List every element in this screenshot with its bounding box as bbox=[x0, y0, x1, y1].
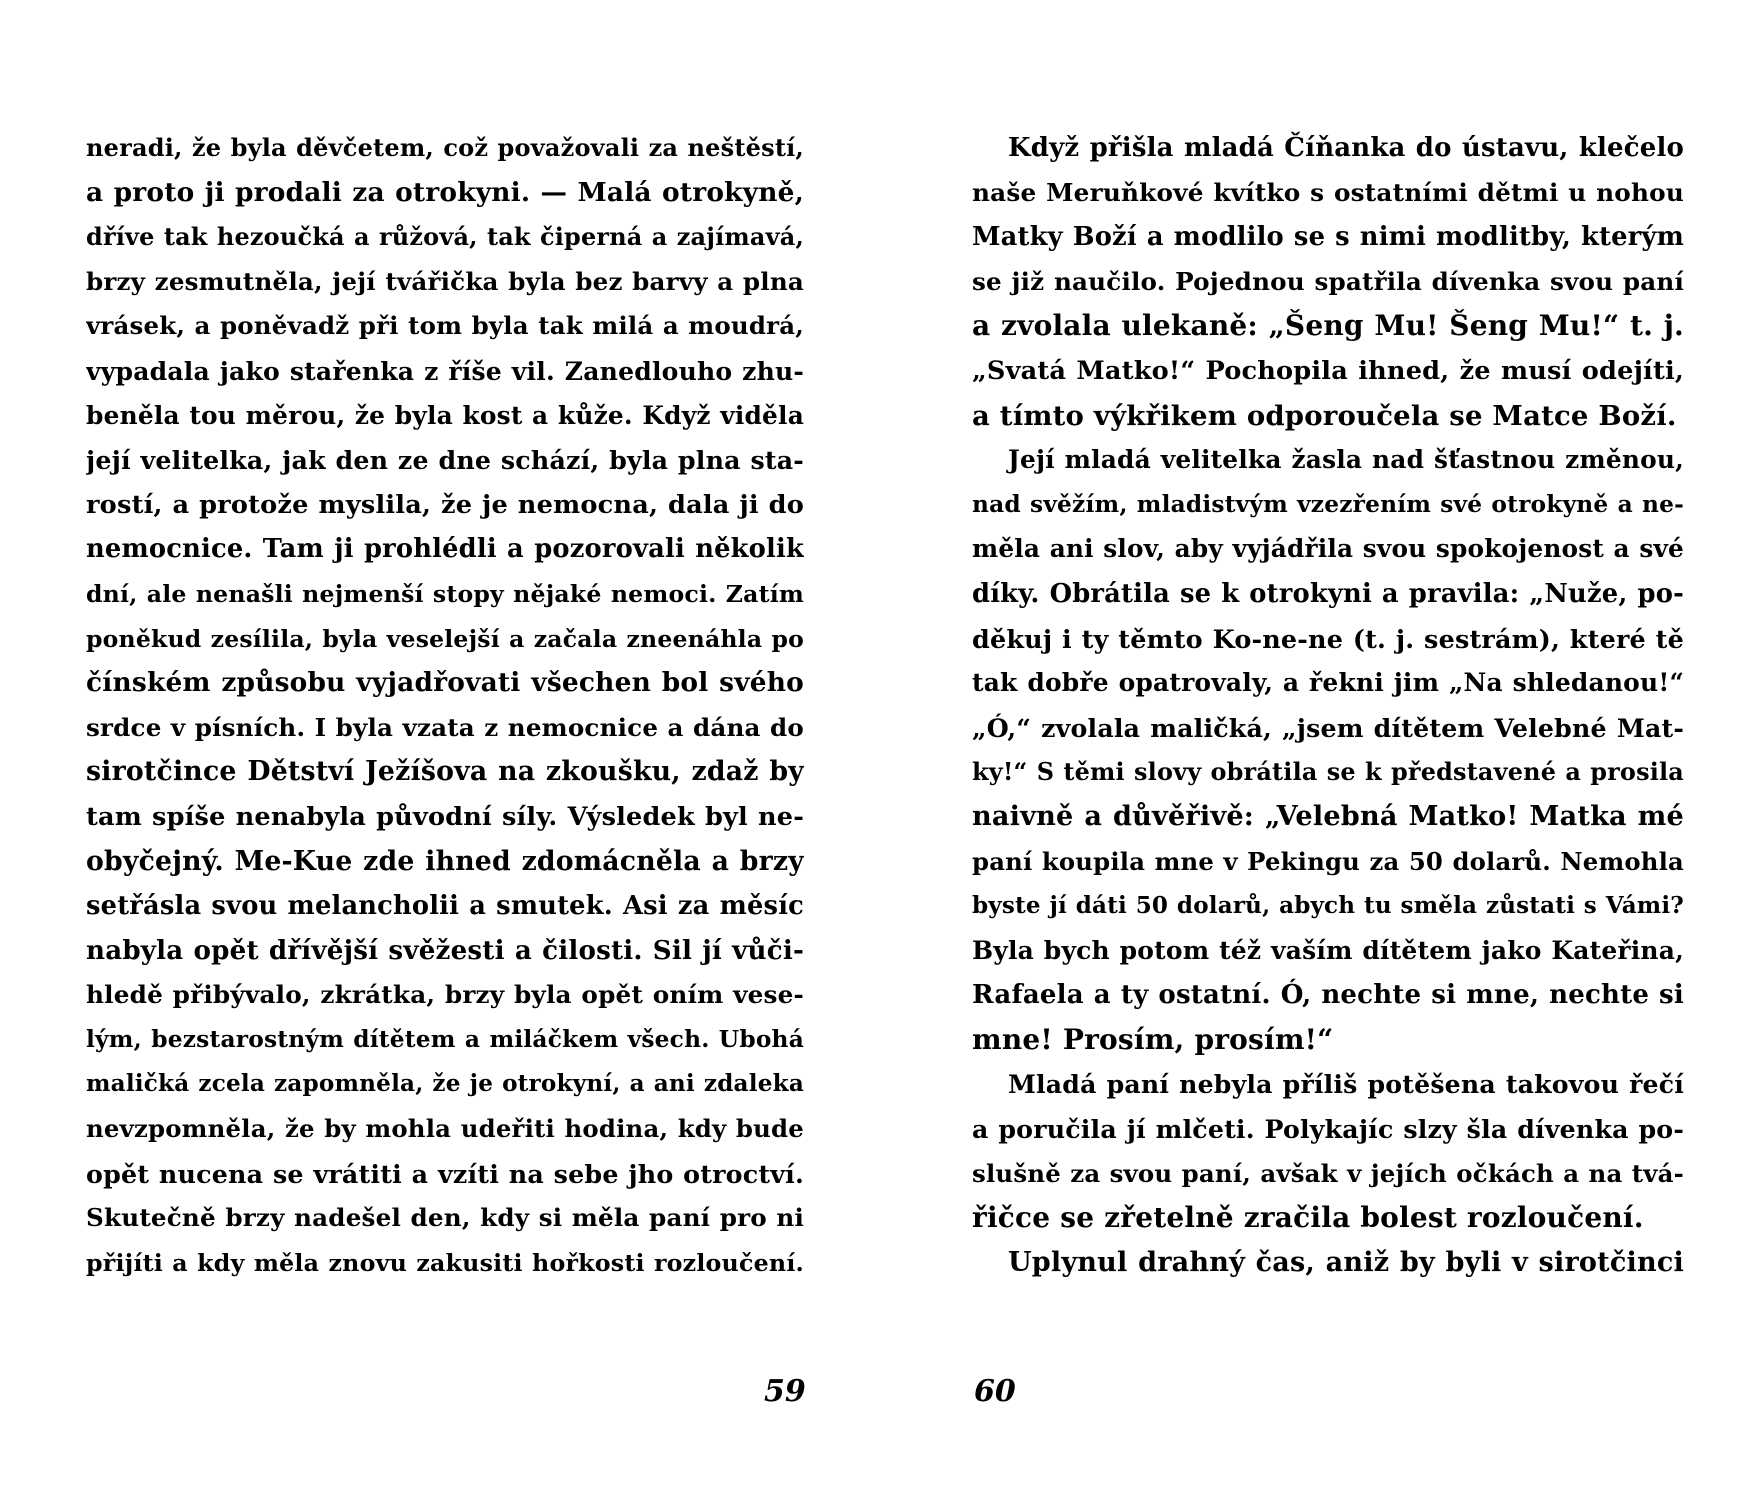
text-line: poněkud zesílila, byla veselejší a začala zneenáhla po bbox=[86, 624, 804, 653]
text-line: maličká zcela zapomněla, že je otrokyní, a ani zdaleka bbox=[86, 1070, 804, 1098]
text-line: její velitelka, jak den ze dne schází, byla plna sta- bbox=[86, 445, 804, 476]
text-line: tak dobře opatrovaly, a řekni jim „Na shledanou!“ bbox=[972, 668, 1684, 698]
text-line: řičce se zřetelně zračila bolest rozloučení. bbox=[972, 1201, 1644, 1235]
text-line: Byla bych potom též vaším dítětem jako Kateřina, bbox=[972, 935, 1684, 965]
text-line: Mladá paní nebyla příliš potěšena takovou řečí bbox=[1008, 1069, 1684, 1100]
text-line: naše Meruňkové kvítko s ostatními dětmi u nohou bbox=[972, 177, 1684, 207]
page-number: 60 bbox=[974, 1374, 1016, 1409]
text-line: ky!“ S těmi slovy obrátila se k představené a prosila bbox=[972, 758, 1684, 787]
text-line: Její mladá velitelka žasla nad šťastnou změnou, bbox=[1008, 445, 1684, 475]
text-line: sirotčince Dětství Ježíšova na zkoušku, zdaž by bbox=[86, 756, 804, 788]
text-line: „Svatá Matko!“ Pochopila ihned, že musí odejíti, bbox=[972, 355, 1684, 386]
text-line: a poručila jí mlčeti. Polykajíc slzy šla dívenka po- bbox=[972, 1114, 1684, 1145]
text-line: dní, ale nenašli nejmenší stopy nějaké nemoci. Zatím bbox=[86, 579, 804, 608]
text-line: naivně a důvěřivě: „Velebná Matko! Matka mé bbox=[972, 800, 1684, 832]
text-line: byste jí dáti 50 dolarů, abych tu směla zůstati s Vámi? bbox=[972, 892, 1684, 920]
text-line: obyčejný. Me-Kue zde ihned zdomácněla a brzy bbox=[86, 845, 804, 877]
text-line: díky. Obrátila se k otrokyni a pravila: „Nuže, po- bbox=[972, 578, 1684, 609]
text-line: přijíti a kdy měla znovu zakusiti hořkosti rozloučení. bbox=[86, 1248, 804, 1277]
text-line: nabyla opět dřívější svěžesti a čilosti. Sil jí vůči- bbox=[86, 934, 804, 966]
text-line: vrásek, a poněvadž při tom byla tak milá a moudrá, bbox=[86, 311, 804, 341]
text-line: mne! Prosím, prosím!“ bbox=[972, 1022, 1334, 1056]
text-line: vypadala jako stařenka z říše vil. Zanedlouho zhu- bbox=[86, 355, 804, 386]
text-line: a tímto výkřikem odporoučela se Matce Boží. bbox=[972, 399, 1677, 432]
text-line: Matky Boží a modlilo se s nimi modlitby, kterým bbox=[972, 222, 1684, 253]
text-line: „Ó,“ zvolala maličká, „jsem dítětem Velebné Mat- bbox=[972, 712, 1684, 743]
text-line: a zvolala ulekaně: „Šeng Mu! Šeng Mu!“ t. j. bbox=[972, 309, 1684, 343]
text-line: děkuj i ty těmto Ko-ne-ne (t. j. sestrám), které tě bbox=[972, 623, 1684, 654]
text-line: čínském způsobu vyjadřovati všechen bol svého bbox=[86, 667, 804, 699]
text-line: Skutečně brzy nadešel den, kdy si měla paní pro ni bbox=[86, 1203, 804, 1233]
page-number: 59 bbox=[764, 1374, 806, 1409]
text-line: neradi, že byla děvčetem, což považovali za neštěstí, bbox=[86, 133, 804, 162]
text-line: se již naučilo. Pojednou spatřila dívenka svou paní bbox=[972, 266, 1684, 296]
text-line: Když přišla mladá Číňanka do ústavu, klečelo bbox=[1008, 133, 1684, 163]
right-page bbox=[880, 0, 1760, 1500]
text-line: setřásla svou melancholii a smutek. Asi za měsíc bbox=[86, 891, 804, 922]
left-page-text bbox=[86, 126, 804, 1285]
text-line: Uplynul drahný čas, aniž by byli v sirotčinci bbox=[1008, 1246, 1684, 1278]
text-line: hledě přibývalo, zkrátka, brzy byla opět oním vese- bbox=[86, 980, 804, 1010]
text-line: tam spíše nenabyla původní síly. Výsledek byl ne- bbox=[86, 801, 804, 832]
right-page-text bbox=[972, 126, 1684, 1285]
text-line: beněla tou měrou, že byla kost a kůže. Když viděla bbox=[86, 400, 804, 430]
text-line: nevzpomněla, že by mohla udeřiti hodina, kdy bude bbox=[86, 1114, 804, 1144]
text-line: nemocnice. Tam ji prohlédli a pozorovali několik bbox=[86, 534, 804, 565]
text-line: opět nucena se vrátiti a vzíti na sebe jho otroctví. bbox=[86, 1158, 804, 1189]
text-line: paní koupila mne v Pekingu za 50 dolarů. Nemohla bbox=[972, 846, 1684, 876]
text-line: dříve tak hezoučká a růžová, tak čiperná a zajímavá, bbox=[86, 223, 804, 252]
text-line: nad svěžím, mladistvým vzezřením své otrokyně a ne- bbox=[972, 490, 1684, 518]
text-line: slušně za svou paní, avšak v jejích očkách a na tvá- bbox=[972, 1158, 1684, 1188]
text-line: srdce v písních. I byla vzata z nemocnice a dána do bbox=[86, 712, 804, 742]
text-line: brzy zesmutněla, její tvářička byla bez barvy a plna bbox=[86, 266, 804, 296]
text-line: rostí, a protože myslila, že je nemocna, dala ji do bbox=[86, 489, 804, 520]
text-line: a proto ji prodali za otrokyni. — Malá otrokyně, bbox=[86, 176, 804, 208]
text-line: měla ani slov, aby vyjádřila svou spokojenost a své bbox=[972, 534, 1684, 564]
text-line: Rafaela a ty ostatní. Ó, nechte si mne, nechte si bbox=[972, 980, 1684, 1011]
text-line: lým, bezstarostným dítětem a miláčkem všech. Ubohá bbox=[86, 1025, 804, 1053]
